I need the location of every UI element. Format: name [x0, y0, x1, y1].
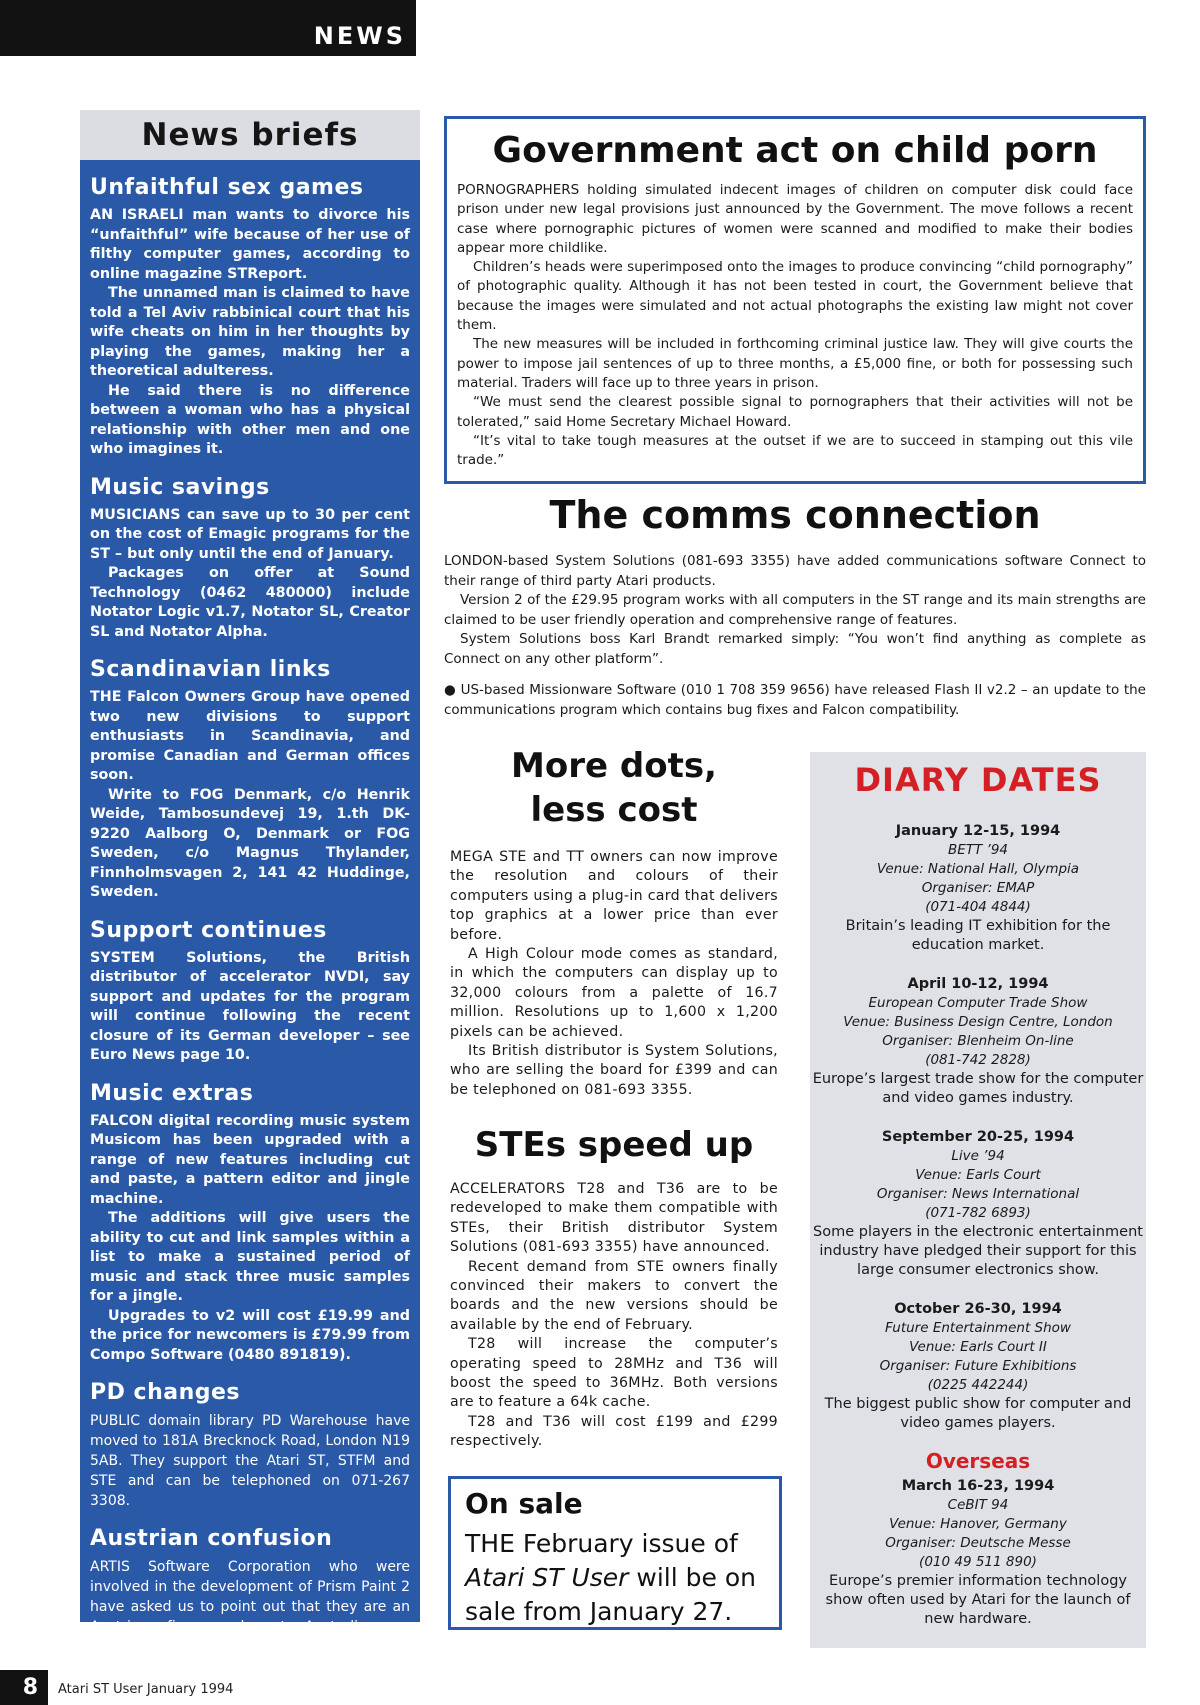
event-note: Some players in the electronic entertainment industry have pledged their support for this large consumer electronics show. — [813, 1224, 1143, 1278]
event-date: March 16-23, 1994 — [901, 1478, 1055, 1494]
news-briefs-header — [80, 110, 420, 160]
event-name: BETT ’94 — [947, 842, 1009, 858]
diary-event — [810, 1300, 1146, 1433]
event-name: CeBIT 94 — [947, 1497, 1009, 1513]
brief-pd-changes — [90, 1379, 410, 1511]
brief-heading: PD changes — [90, 1380, 241, 1405]
brief-music-savings — [90, 474, 410, 643]
brief-paragraph: THE Falcon Owners Group have opened two new divisions to support enthusiasts in Scandinavia, and promise Canadian and German offices soon. — [90, 689, 410, 783]
event-date: January 12-15, 1994 — [895, 823, 1061, 839]
event-date: October 26-30, 1994 — [894, 1301, 1062, 1317]
event-organiser: Organiser: News International — [876, 1186, 1080, 1202]
event-name: European Computer Trade Show — [868, 995, 1088, 1011]
brief-paragraph: Upgrades to v2 will cost £19.99 and the price for newcomers is £79.99 from Compo Software (0480 891819). — [90, 1307, 410, 1363]
article-body — [450, 1180, 778, 1452]
diary-event — [810, 1477, 1146, 1629]
event-organiser: Organiser: EMAP — [921, 880, 1035, 896]
article-headline — [448, 744, 780, 832]
brief-heading: Unfaithful sex games — [90, 175, 364, 200]
event-venue: Venue: National Hall, Olympia — [876, 861, 1080, 877]
article-paragraph: “It’s vital to take tough measures at the outset if we are to succeed in stamping out this vile trade.” — [457, 432, 1133, 469]
article-body — [444, 552, 1146, 720]
brief-paragraph: SYSTEM Solutions, the British distributor of accelerator NVDI, say support and updates for the program will continue following the recent closure of its German developer – see Euro News page 10. — [90, 949, 410, 1063]
event-name: Live ’94 — [951, 1148, 1005, 1164]
section-header-bar — [0, 0, 416, 56]
event-phone: (071-404 4844) — [925, 899, 1031, 915]
event-venue: Venue: Hanover, Germany — [889, 1516, 1067, 1532]
event-phone: (071-782 6893) — [925, 1205, 1031, 1221]
brief-support-continues — [90, 917, 410, 1066]
article-paragraph: PORNOGRAPHERS holding simulated indecent images of children on computer disk could face prison under new legal provisions just announced by the Government. The move follows a recent case where pornographic pictures of women were scanned and modified to make their bodies appear more childlike. — [457, 182, 1133, 256]
brief-paragraph: ARTIS Software Corporation who were involved in the development of Prism Paint 2 have asked us to point out that they are an Austrian firm, and not Australian as mentioned last month. — [90, 1559, 410, 1655]
overseas-heading: Overseas — [925, 1449, 1031, 1473]
brief-heading: Music extras — [90, 1080, 254, 1106]
event-venue: Venue: Business Design Centre, London — [843, 1014, 1113, 1030]
brief-paragraph: Write to FOG Denmark, c/o Henrik Weide, Tambosundevej 19, 1.th DK-9220 Aalborg O, Denmark or FOG Sweden, c/o Magnus Thylander, Finnholmsvagen 2, 141 42 Huddinge, Sweden. — [90, 786, 410, 900]
brief-paragraph: FALCON digital recording music system Musicom has been upgraded with a range of new features including cut and paste, a pattern editor and jingle machine. — [90, 1112, 410, 1207]
article-paragraph: T28 will increase the computer’s operating speed to 28MHz and T36 will boost the speed to 36MHz. Both versions are to feature a 64k cache. — [450, 1336, 778, 1411]
brief-paragraph: The unnamed man is claimed to have told a Tel Aviv rabbinical court that his wife cheats on him in her thoughts by playing the games, making her a theoretical adulteress. — [90, 285, 410, 379]
article-paragraph: “We must send the clearest possible signal to pornographers that their activities will not be tolerated,” said Home Secretary Michael Howard. — [457, 394, 1133, 430]
diary-event — [810, 822, 1146, 955]
article-body — [450, 848, 778, 1100]
section-label: NEWS — [310, 18, 410, 54]
article-paragraph: Its British distributor is System Solutions, who are selling the board for £399 and can be telephoned on 081-693 3355. — [450, 1043, 778, 1098]
brief-scandinavian-links — [90, 656, 410, 903]
bullet-paragraph: ● US-based Missionware Software (010 1 708 359 9656) have released Flash II v2.2 – an update to the communications program which contains bug fixes and Falcon compatibility. — [444, 682, 1146, 718]
article-paragraph: MEGA STE and TT owners can now improve the resolution and colours of their computers using a plug-in card that delivers top graphics at a lower price than ever before. — [450, 849, 778, 943]
event-phone: (0225 442244) — [927, 1377, 1029, 1393]
government-article-box — [444, 116, 1146, 484]
on-sale-text-part: will be on sale from January 27. — [465, 1563, 756, 1626]
article-headline: The comms connection — [549, 493, 1041, 537]
brief-unfaithful-sex-games — [90, 174, 410, 460]
publication-footer: Atari ST User January 1994 — [58, 1682, 234, 1697]
headline-line: More dots, — [511, 746, 717, 786]
magazine-name: Atari ST User — [465, 1563, 629, 1592]
event-venue: Venue: Earls Court — [915, 1167, 1041, 1183]
page-number: 8 — [0, 1670, 48, 1705]
article-paragraph: Recent demand from STE owners finally convinced their makers to convert the boards and the new versions should be available by the end of February. — [450, 1258, 778, 1333]
event-note: The biggest public show for computer and video games players. — [824, 1396, 1132, 1431]
brief-heading: Support continues — [90, 917, 327, 943]
on-sale-text — [465, 1527, 765, 1629]
event-name: Future Entertainment Show — [885, 1320, 1071, 1336]
on-sale-text-part: THE February issue of — [465, 1529, 738, 1558]
article-paragraph: System Solutions boss Karl Brandt remarked simply: “You won’t find anything as complete as Connect on any other platform”. — [444, 631, 1146, 667]
brief-paragraph: He said there is no difference between a woman who has a physical relationship with other men and one who imagines it. — [90, 382, 410, 457]
event-date: September 20-25, 1994 — [881, 1129, 1075, 1145]
article-paragraph: The new measures will be included in forthcoming criminal justice law. They will give courts the power to impose jail sentences of up to three months, a £5,000 fine, or both for possessing such material. Traders will face up to three years in prison. — [457, 336, 1133, 391]
diary-event — [810, 975, 1146, 1108]
article-paragraph: T28 and T36 will cost £199 and £299 respectively. — [450, 1413, 778, 1450]
diary-dates-panel — [810, 752, 1146, 1648]
event-organiser: Organiser: Deutsche Messe — [885, 1535, 1071, 1551]
brief-paragraph: MUSICIANS can save up to 30 per cent on the cost of Emagic programs for the ST – but only until the end of January. — [90, 506, 410, 562]
event-date: April 10-12, 1994 — [907, 976, 1049, 992]
event-organiser: Organiser: Blenheim On-line — [882, 1033, 1074, 1049]
brief-paragraph: Packages on offer at Sound Technology (0462 480000) include Notator Logic v1.7, Notator SL, Creator SL and Notator Alpha. — [90, 565, 410, 640]
diary-event — [810, 1128, 1146, 1280]
brief-paragraph: AN ISRAELI man wants to divorce his “unfaithful” wife because of her use of filthy computer games, according to online magazine STReport. — [90, 207, 410, 282]
event-note: Europe’s premier information technology show often used by Atari for the launch of new hardware. — [825, 1573, 1131, 1627]
brief-heading: Scandinavian links — [90, 657, 331, 682]
news-briefs-panel — [80, 160, 420, 1655]
event-note: Europe’s largest trade show for the computer and video games industry. — [812, 1071, 1144, 1106]
brief-heading: Austrian confusion — [90, 1526, 333, 1551]
event-phone: (010 49 511 890) — [919, 1554, 1037, 1570]
article-headline: Government act on child porn — [492, 130, 1098, 171]
headline-line: less cost — [530, 790, 698, 830]
article-paragraph: ACCELERATORS T28 and T36 are to be redeveloped to make them compatible with STEs, their British distributor System Solutions (081-693 3355) have announced. — [450, 1181, 778, 1256]
article-paragraph: Version 2 of the £29.95 program works with all computers in the ST range and its main strengths are claimed to be user friendly operation and comprehensive range of features. — [444, 592, 1146, 628]
on-sale-title: On sale — [465, 1487, 583, 1520]
brief-paragraph: PUBLIC domain library PD Warehouse have moved to 181A Brecknock Road, London N19 5AB. They support the Atari ST, STFM and STE and can be telephoned on 071-267 3308. — [90, 1413, 410, 1509]
event-phone: (081-742 2828) — [925, 1052, 1031, 1068]
on-sale-box — [448, 1476, 782, 1630]
brief-music-extras — [90, 1080, 410, 1366]
diary-events — [810, 822, 1146, 1629]
event-organiser: Organiser: Future Exhibitions — [879, 1358, 1077, 1374]
news-briefs-title: News briefs — [141, 117, 359, 153]
article-headline: STEs speed up — [474, 1125, 754, 1165]
event-note: Britain’s leading IT exhibition for the education market. — [845, 918, 1111, 953]
article-paragraph: Children’s heads were superimposed onto the images to produce convincing “child pornography” of photographic quality. Although it has not been tested in court, the Government believe that because the images were simulated and not actual photographs the existing law might not cover them. — [457, 259, 1133, 334]
diary-title: DIARY DATES — [854, 761, 1102, 799]
article-paragraph: A High Colour mode comes as standard, in which the computers can display up to 32,000 colours from a palette of 16.7 million. Resolutions up to 1,600 x 1,200 pixels can be achieved. — [450, 946, 778, 1040]
event-venue: Venue: Earls Court II — [909, 1339, 1047, 1355]
brief-paragraph: The additions will give users the ability to cut and link samples within a list to make a sustained period of music and stack three music samples for a jingle. — [90, 1210, 410, 1304]
article-paragraph: LONDON-based System Solutions (081-693 3355) have added communications software Connect to their range of third party Atari products. — [444, 553, 1146, 589]
brief-austrian-confusion — [90, 1525, 410, 1657]
brief-heading: Music savings — [90, 474, 270, 500]
